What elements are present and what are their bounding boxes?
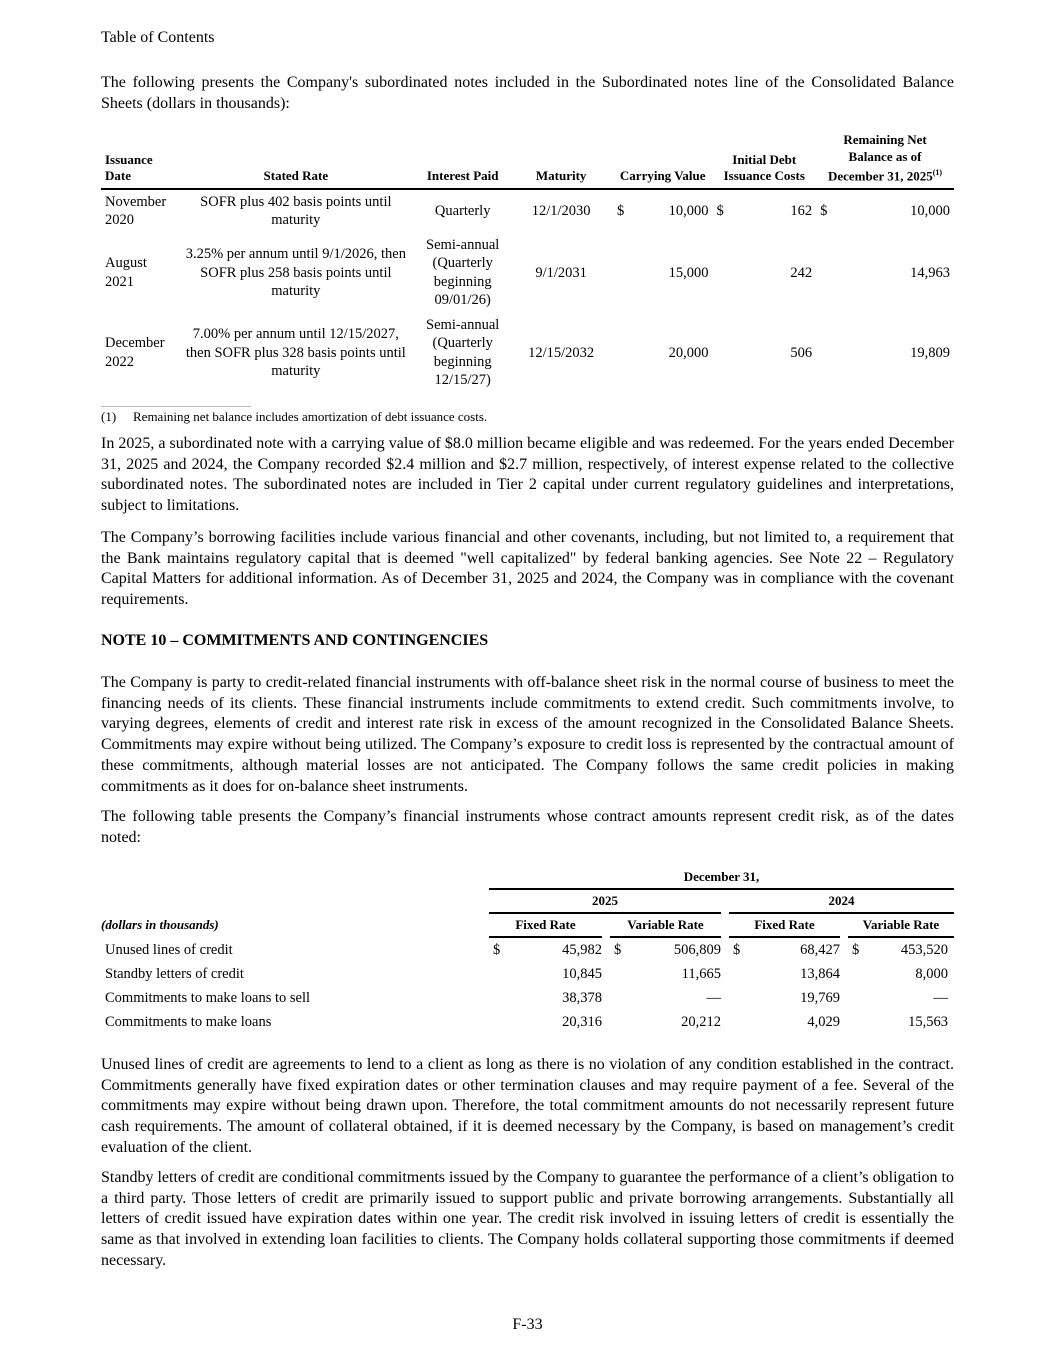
currency-symbol (712, 313, 731, 393)
table-row (101, 313, 954, 393)
cell-value: 19,769 (800, 990, 840, 1006)
stated-rate: SOFR plus 402 basis points until maturity (200, 193, 392, 229)
cell-value: 68,427 (800, 942, 840, 958)
currency-symbol (613, 313, 632, 393)
cell-value: 8,000 (915, 966, 948, 982)
subordinated-notes-table (101, 132, 954, 393)
group-header-row (101, 866, 954, 889)
table-of-contents-link[interactable]: Table of Contents (101, 29, 215, 46)
intro-paragraph: The following presents the Company's subordinated notes included in the Subordinated notes line of the Consolidated Balance Sheets (dollars in thousands): (101, 74, 954, 112)
currency-symbol (610, 1010, 628, 1034)
redemption-paragraph: In 2025, a subordinated note with a carrying value of $8.0 million became eligible and was redeemed. For the years ended December 31, 2025 and 2024, the Company recorded $2.4 million and $2.7 million, respectively, of interest expense related to the collective subordinated notes. The subordinated notes are included in Tier 2 capital under current regulatory guidelines and interpretations, subject to limitations. (101, 435, 954, 515)
col-2024-fixed: Fixed Rate (729, 913, 840, 937)
initial-costs: 162 (790, 203, 813, 220)
cell-value: 13,864 (800, 966, 840, 982)
cell-value: 506,809 (673, 942, 721, 958)
col-2024-variable: Variable Rate (848, 913, 954, 937)
currency-symbol: $ (614, 942, 622, 958)
covenants-paragraph: The Company’s borrowing facilities include various financial and other covenants, including, but not limited to, a requirement that the Bank maintains regulatory capital that is deemed "well capitalized" by federal banking agencies. See Note 22 – Regulatory Capital Matters for additional information. As of December 31, 2025 and 2024, the Company was in compliance with the covenant requirements. (101, 529, 954, 609)
currency-symbol: $ (852, 942, 860, 958)
interest-paid: Quarterly (434, 203, 491, 220)
currency-symbol (729, 1010, 747, 1034)
cell-value: 453,520 (900, 942, 948, 958)
col-2025-fixed: Fixed Rate (489, 913, 602, 937)
standby-letters-paragraph: Standby letters of credit are conditional commitments issued by the Company to guarantee the performance of a client’s obligation to a third party. Those letters of credit are primarily issued to support public and private borrowing arrangements. Substantially all letters of credit issued have expiration dates within one year. The credit risk involved in issuing letters of credit is essentially the same as that involved in extending loan facilities to clients. The Company holds collateral supporting those commitments if deemed necessary. (101, 1169, 954, 1269)
footnote-text: Remaining net balance includes amortization of debt issuance costs. (133, 409, 488, 424)
currency-symbol (848, 986, 866, 1010)
column-header-row (101, 913, 954, 937)
table-row (101, 986, 954, 1010)
initial-costs: 242 (790, 264, 813, 281)
commitments-intro-paragraph: The Company is party to credit-related financial instruments with off-balance sheet risk in the normal course of business to meet the financing needs of its clients. These financial instruments include commitments to extend credit. Such commitments involve, to varying degrees, elements of credit and interest rate risk in excess of the amount recognized in the Consolidated Balance Sheets. Commitments may expire without being utilized. The Company’s exposure to credit loss is represented by the contractual amount of these commitments, although material losses are not anticipated. The Company follows the same credit policies in making commitments as it does for on-balance sheet instruments. (101, 674, 954, 795)
cell-value: 20,212 (681, 1014, 721, 1030)
cell-value: 10,845 (562, 966, 602, 982)
remaining-net: 19,809 (910, 344, 950, 361)
currency-symbol (610, 986, 628, 1010)
currency-symbol: $ (493, 942, 501, 958)
col-remaining-net: Remaining Net Balance as of December 31, 2025$^{(1)}$ (816, 132, 954, 189)
cell-value: 4,029 (807, 1014, 840, 1030)
maturity: 9/1/2031 (535, 264, 587, 281)
currency-symbol (489, 986, 507, 1010)
remaining-net: 14,963 (910, 264, 950, 281)
stated-rate: 3.25% per annum until 9/1/2026, then SOFR plus 258 basis points until maturity (185, 246, 406, 300)
cell-value: 38,378 (562, 990, 602, 1006)
currency-symbol (816, 313, 835, 393)
issuance-date: December 2022 (105, 335, 165, 370)
col-2025-variable: Variable Rate (610, 913, 721, 937)
currency-symbol (489, 1010, 507, 1034)
year-2025-header: 2025 (489, 889, 721, 913)
currency-symbol (610, 962, 628, 986)
currency-symbol (848, 962, 866, 986)
year-header-row (101, 889, 954, 913)
footnote (101, 409, 487, 425)
currency-symbol (489, 962, 507, 986)
cell-value: — (933, 990, 948, 1006)
row-label: Standby letters of credit (105, 966, 244, 982)
table-intro-paragraph: The following table presents the Company’s financial instruments whose contract amounts represent credit risk, as of the dates noted: (101, 808, 954, 846)
footnote-number: (1) (101, 409, 117, 424)
table-header-row (101, 132, 954, 189)
col-interest-paid: Interest Paid (416, 132, 509, 189)
table-row (101, 1010, 954, 1034)
table-row (101, 937, 954, 962)
table-row (101, 962, 954, 986)
currency-symbol (729, 986, 747, 1010)
col-initial-costs: Initial Debt Issuance Costs (712, 132, 816, 189)
carrying-value: 10,000 (668, 203, 709, 220)
currency-symbol: $ (716, 203, 724, 220)
col-maturity: Maturity (509, 132, 613, 189)
currency-symbol (712, 233, 731, 313)
carrying-value: 15,000 (668, 264, 709, 281)
col-issuance-date: Issuance Date (101, 132, 176, 189)
table-row (101, 189, 954, 233)
page-number: F-33 (512, 1316, 543, 1333)
currency-symbol (848, 1010, 866, 1034)
table-row (101, 233, 954, 313)
footnote-ref: (1) (932, 168, 943, 177)
cell-value: 20,316 (562, 1014, 602, 1030)
row-label: Commitments to make loans to sell (105, 990, 310, 1006)
interest-paid: Semi-annual (Quarterly beginning 12/15/27) (426, 316, 500, 389)
interest-paid: Semi-annual (Quarterly beginning 09/01/26) (426, 236, 500, 309)
currency-symbol: $ (616, 203, 625, 220)
footnote-divider (101, 406, 251, 407)
note-10-heading: NOTE 10 – COMMITMENTS AND CONTINGENCIES (101, 632, 489, 649)
initial-costs: 506 (790, 344, 813, 361)
currency-symbol (729, 962, 747, 986)
currency-symbol: $ (820, 203, 828, 220)
currency-symbol (816, 233, 835, 313)
issuance-date: November 2020 (105, 193, 167, 229)
credit-risk-table (101, 866, 954, 1034)
stated-rate: 7.00% per annum until 12/15/2027, then SOFR plus 328 basis points until maturity (185, 326, 406, 380)
cell-value: 15,563 (908, 1014, 948, 1030)
cell-value: 45,982 (562, 942, 602, 958)
maturity: 12/15/2032 (528, 344, 595, 361)
currency-symbol (613, 233, 632, 313)
dollars-in-thousands-label: (dollars in thousands) (101, 917, 219, 932)
row-label: Unused lines of credit (105, 941, 233, 958)
col-stated-rate: Stated Rate (176, 132, 416, 189)
row-label: Commitments to make loans (105, 1014, 272, 1030)
cell-value: 11,665 (681, 966, 721, 982)
carrying-value: 20,000 (668, 344, 709, 361)
cell-value: — (706, 990, 721, 1006)
maturity: 12/1/2030 (531, 203, 591, 220)
remaining-net: 10,000 (910, 203, 950, 220)
currency-symbol: $ (733, 942, 741, 958)
issuance-date: August 2021 (105, 255, 147, 290)
december-31-header: December 31, (489, 866, 954, 889)
year-2024-header: 2024 (729, 889, 954, 913)
col-carrying-value: Carrying Value (613, 132, 712, 189)
unused-lines-paragraph: Unused lines of credit are agreements to lend to a client as long as there is no violation of any condition established in the contract. Commitments generally have fixed expiration dates or other termination clauses and may require payment of a fee. Several of the commitments may expire without being drawn upon. Therefore, the total commitment amounts do not necessarily represent future cash requirements. The amount of collateral obtained, if it is deemed necessary by the Company, is based on management’s credit evaluation of the client. (101, 1056, 954, 1156)
